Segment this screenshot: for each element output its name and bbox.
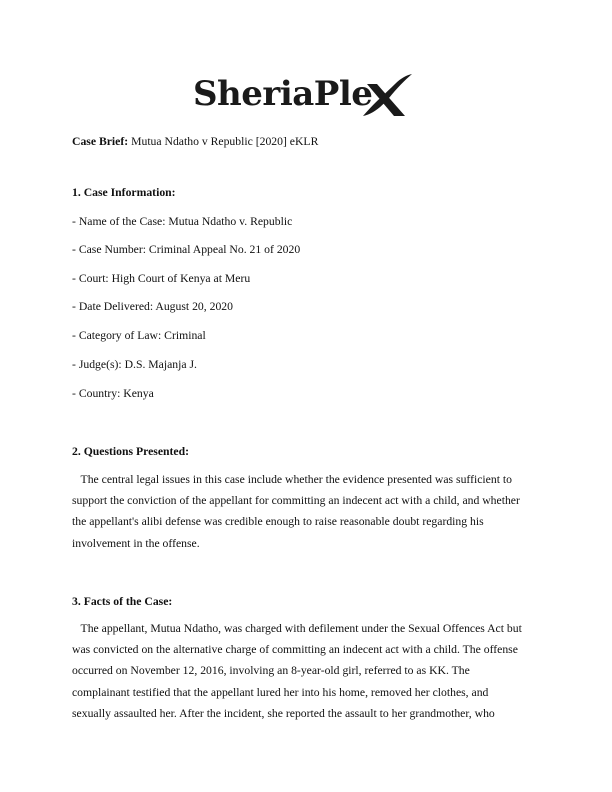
paragraph-line: was convicted on the alternative charge of committing an indecent act with a child. The offense bbox=[72, 643, 518, 657]
paragraph-line: complainant testified that the appellant lured her into his home, removed her clothes, and bbox=[72, 685, 489, 699]
paragraph-line: the appellant's alibi defense was credible enough to raise reasonable doubt regarding his bbox=[72, 515, 484, 529]
case-brief-title: Mutua Ndatho v Republic [2020] eKLR bbox=[131, 135, 319, 148]
paragraph-line: occurred on November 12, 2016, involving an 8-year-old girl, referred to as KK. The bbox=[72, 664, 470, 678]
case-info-item: - Judge(s): D.S. Majanja J. bbox=[72, 358, 197, 371]
sheriaplex-logo bbox=[193, 72, 415, 120]
case-info-item: - Category of Law: Criminal bbox=[72, 329, 206, 342]
questions-heading: 2. Questions Presented: bbox=[72, 445, 189, 458]
paragraph-line: support the conviction of the appellant for committing an indecent act with a child, and whether bbox=[72, 494, 520, 508]
case-brief-line bbox=[72, 135, 542, 149]
logo-wordmark: SheriaPle bbox=[193, 74, 373, 114]
facts-paragraph bbox=[72, 618, 542, 724]
facts-heading: 3. Facts of the Case: bbox=[72, 595, 173, 608]
case-info-heading: 1. Case Information: bbox=[72, 186, 176, 199]
case-info-item: - Date Delivered: August 20, 2020 bbox=[72, 300, 233, 313]
paragraph-line: sexually assaulted her. After the incident, she reported the assault to her grandmother, who bbox=[72, 706, 495, 720]
case-info-item: - Court: High Court of Kenya at Meru bbox=[72, 272, 251, 285]
logo-x-mark-icon bbox=[361, 72, 413, 120]
case-info-item: - Case Number: Criminal Appeal No. 21 of 2020 bbox=[72, 243, 301, 256]
case-brief-label: Case Brief: bbox=[72, 135, 129, 148]
case-info-item: - Country: Kenya bbox=[72, 387, 154, 400]
case-info-item: - Name of the Case: Mutua Ndatho v. Republic bbox=[72, 215, 293, 228]
questions-paragraph bbox=[72, 469, 542, 554]
paragraph-line: The appellant, Mutua Ndatho, was charged with defilement under the Sexual Offences Act but bbox=[72, 622, 522, 635]
paragraph-line: The central legal issues in this case include whether the evidence presented was sufficient to bbox=[72, 473, 512, 486]
paragraph-line: involvement in the offense. bbox=[72, 536, 200, 550]
